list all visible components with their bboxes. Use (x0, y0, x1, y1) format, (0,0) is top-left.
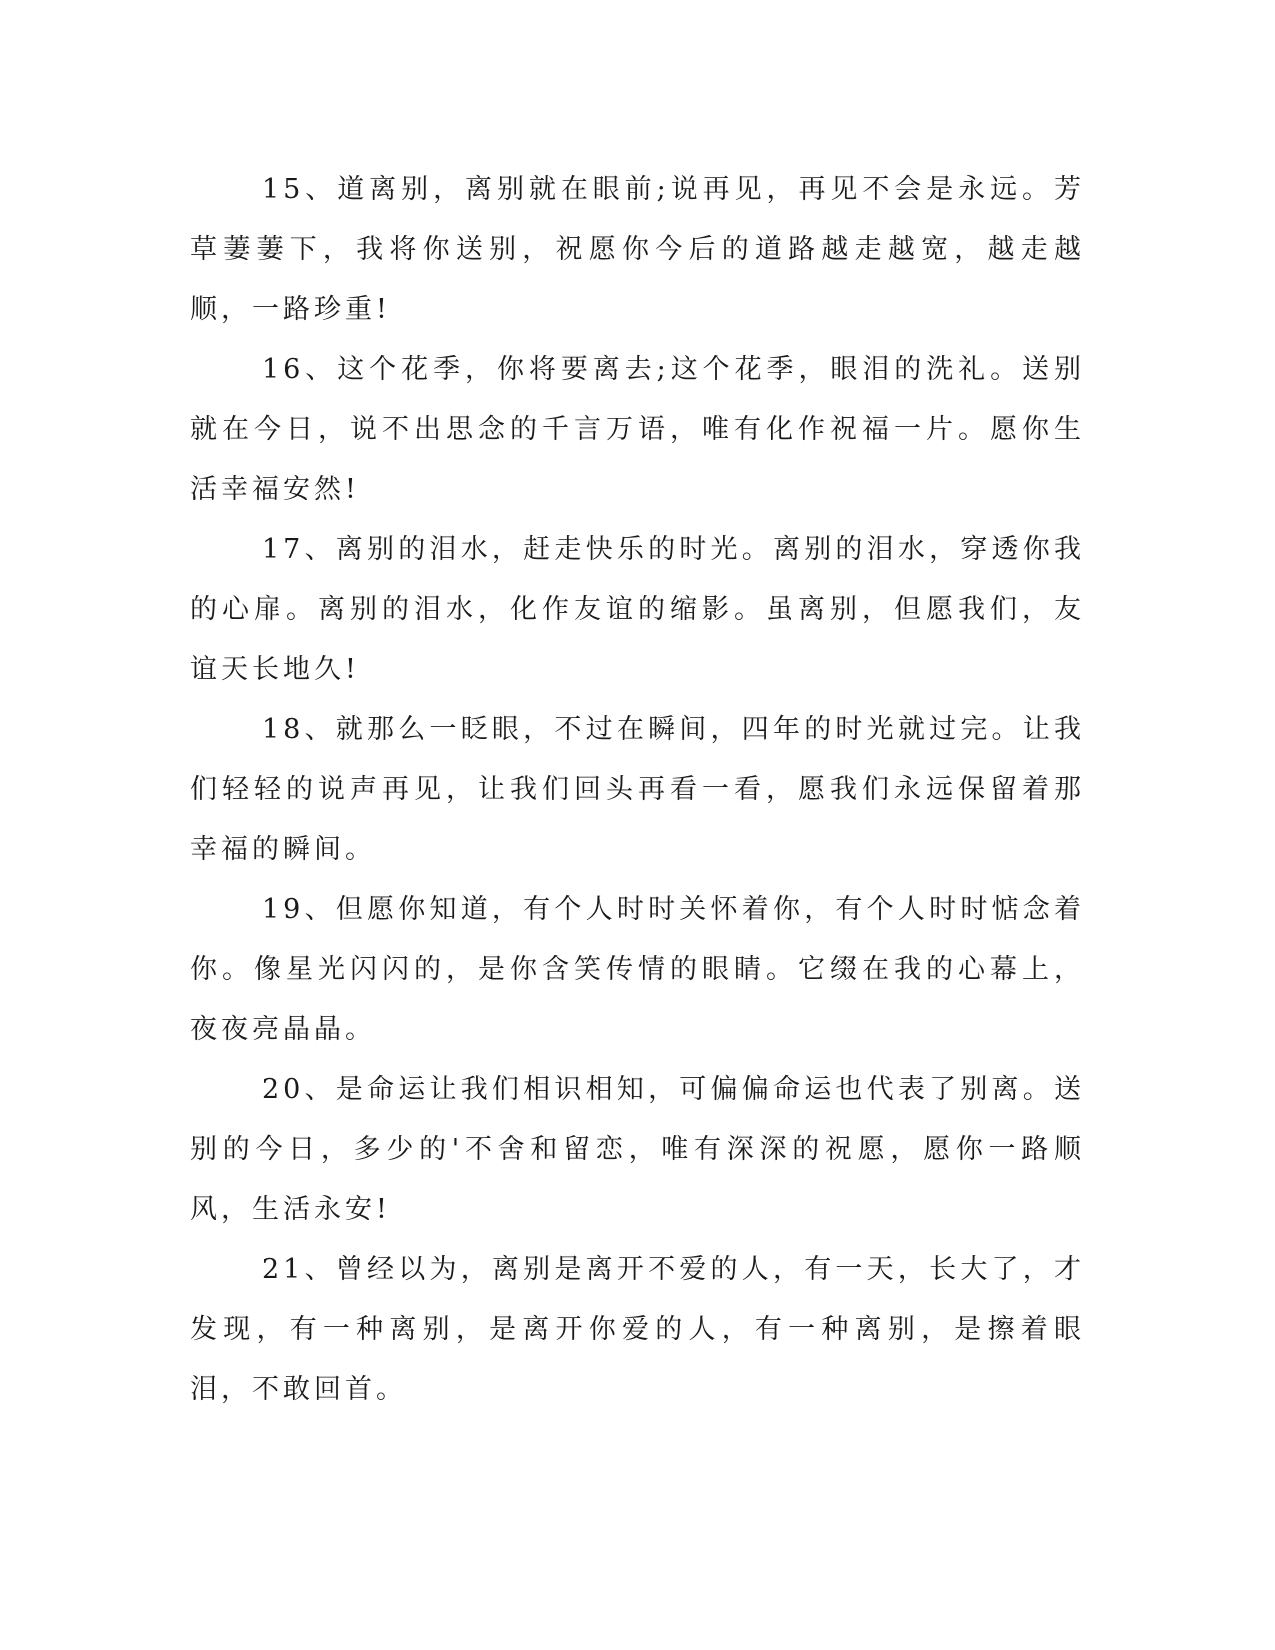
paragraph-21: 21、曾经以为，离别是离开不爱的人，有一天，长大了，才发现，有一种离别，是离开你爱的人，有一种离别，是擦着眼泪，不敢回首。 (190, 1254, 1085, 1405)
paragraph-16: 16、这个花季，你将要离去;这个花季，眼泪的洗礼。送别就在今日，说不出思念的千言万语，唯有化作祝福一片。愿你生活幸福安然! (190, 354, 1085, 505)
paragraph-20: 20、是命运让我们相识相知，可偏偏命运也代表了别离。送别的今日，多少的'不舍和留恋，唯有深深的祝愿，愿你一路顺风，生活永安! (190, 1074, 1085, 1225)
paragraph-18: 18、就那么一眨眼，不过在瞬间，四年的时光就过完。让我们轻轻的说声再见，让我们回头再看一看，愿我们永远保留着那幸福的瞬间。 (190, 714, 1085, 865)
document-body (190, 160, 1085, 1420)
paragraph-19: 19、但愿你知道，有个人时时关怀着你，有个人时时惦念着你。像星光闪闪的，是你含笑传情的眼睛。它缀在我的心幕上，夜夜亮晶晶。 (190, 894, 1085, 1045)
paragraph-17: 17、离别的泪水，赶走快乐的时光。离别的泪水，穿透你我的心扉。离别的泪水，化作友谊的缩影。虽离别，但愿我们，友谊天长地久! (190, 534, 1085, 685)
paragraph-15: 15、道离别，离别就在眼前;说再见，再见不会是永远。芳草萋萋下，我将你送别，祝愿你今后的道路越走越宽，越走越顺，一路珍重! (190, 174, 1085, 325)
